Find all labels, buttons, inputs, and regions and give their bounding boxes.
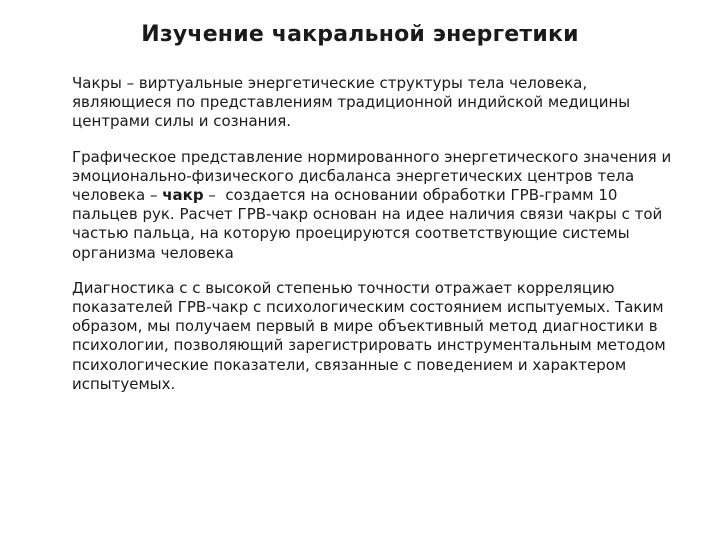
paragraph-graphic-representation [72, 148, 682, 263]
paragraph-text: Чакры – виртуальные энергетические структуры тела человека, являющиеся по представлениям традиционной индийской медицины центрами силы и сознания. [72, 74, 635, 131]
paragraph-text-after: – создается на основании обработки ГРВ-грамм 10 пальцев рук. Расчет ГРВ-чакр основан на идее наличия связи чакры с той частью пальца, на которую проецируются соответствующие системы организма человека [72, 186, 668, 262]
paragraph-chakras-definition [72, 74, 682, 132]
paragraph-text-before: Графическое представление нормированного энергетического значения и эмоционально-физического дисбаланса энергетических центров тела человека – [72, 147, 676, 205]
paragraph-text: Диагностика с с высокой степенью точности отражает корреляцию показателей ГРВ-чакр с психологическим состоянием испытуемых. Таким образом, мы получаем первый в мире объективный метод диагностики в психологии, позволяющий зарегистрировать инструментальным методом психологические показатели, связанные с поведением и характером испытуемых. [72, 278, 671, 393]
slide-body [72, 74, 682, 410]
bold-term-chakr: чакр [162, 186, 204, 205]
paragraph-diagnostics [72, 279, 682, 394]
slide-title: Изучение чакральной энергетики [141, 22, 579, 47]
